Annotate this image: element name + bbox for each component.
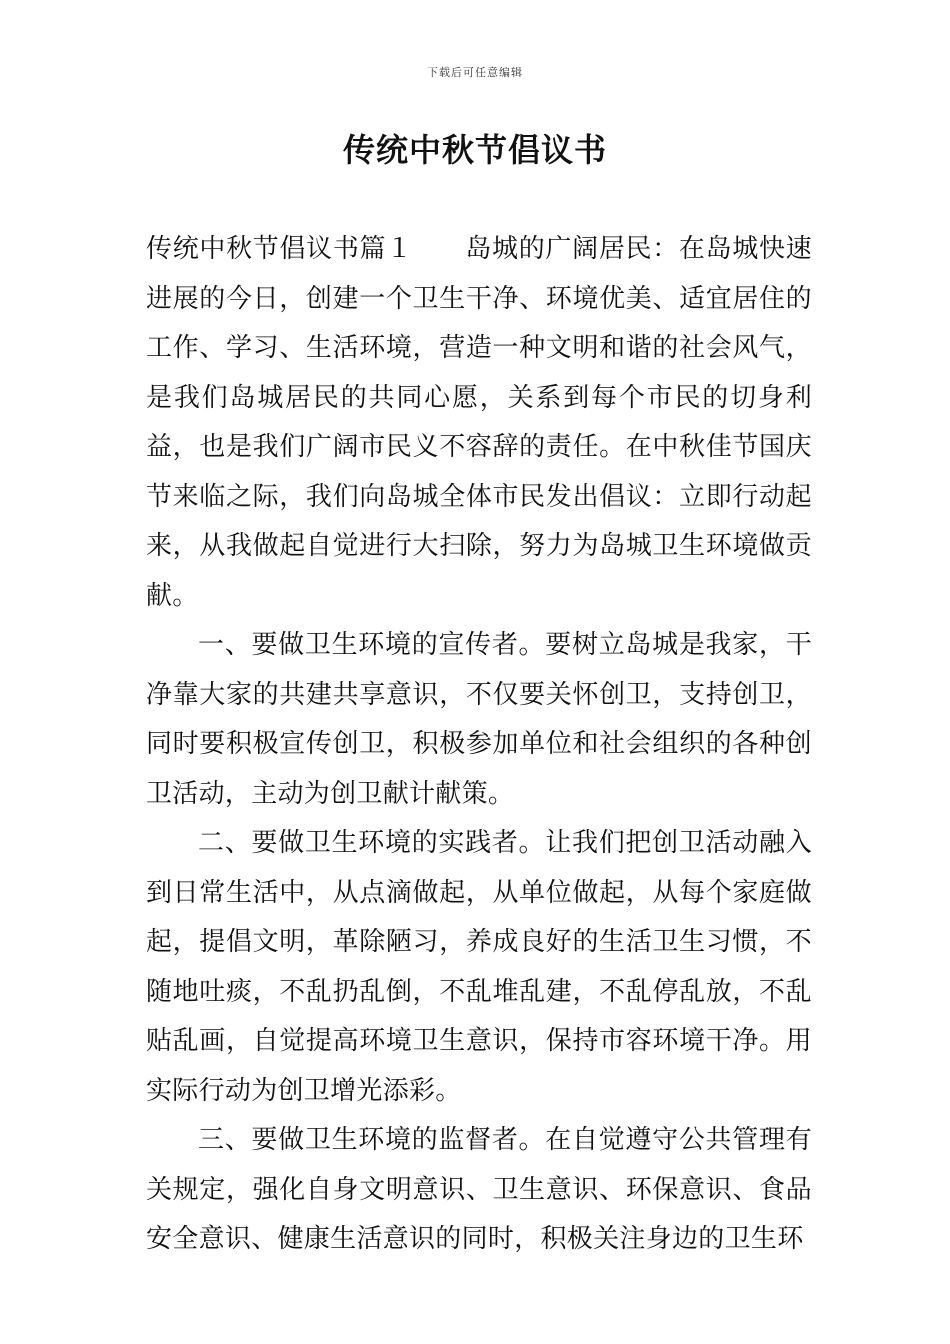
document-title: 传统中秋节倡议书	[342, 131, 607, 169]
document-body	[146, 225, 812, 1265]
intro-label: 传统中秋节倡议书篇１	[146, 234, 413, 264]
paragraph-1: 一、要做卫生环境的宣传者。要树立岛城是我家，干净靠大家的共建共享意识，不仅要关怀创卫，支持创卫，同时要积极宣传创卫，积极参加单位和社会组织的各种创卫活动，主动为创卫献计献策。	[146, 630, 812, 809]
paragraph-2: 二、要做卫生环境的实践者。让我们把创卫活动融入到日常生活中，从点滴做起，从单位做起，从每个家庭做起，提倡文明，革除陋习，养成良好的生活卫生习惯，不随地吐痰，不乱扔乱倒，不乱堆乱建，不乱停乱放，不乱贴乱画，自觉提高环境卫生意识，保持市容环境干净。用实际行动为创卫增光添彩。	[146, 828, 812, 1106]
intro-text: 岛城的广阔居民：在岛城快速进展的今日，创建一个卫生干净、环境优美、适宜居住的工作、学习、生活环境，营造一种文明和谐的社会风气，是我们岛城居民的共同心愿，关系到每个市民的切身利益，也是我们广阔市民义不容辞的责任。在中秋佳节国庆节来临之际，我们向岛城全体市民发出倡议：立即行动起来，从我做起自觉进行大扫除，努力为岛城卫生环境做贡献。	[146, 234, 812, 611]
header-note: 下载后可任意编辑	[427, 66, 523, 79]
intro-paragraph	[146, 225, 812, 621]
paragraph-3: 三、要做卫生环境的监督者。在自觉遵守公共管理有关规定，强化自身文明意识、卫生意识、环保意识、食品安全意识、健康生活意识的同时，积极关注身边的卫生环	[146, 1125, 812, 1254]
